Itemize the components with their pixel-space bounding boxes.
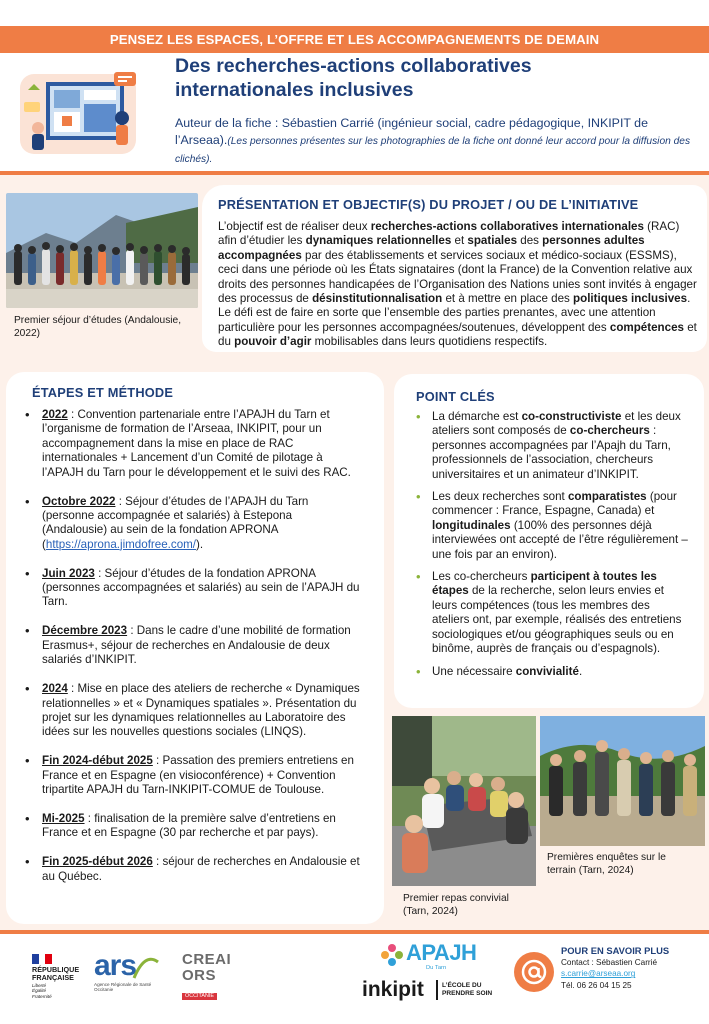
contact-phone: Tél. 06 26 04 15 25 <box>561 980 632 990</box>
contact-email-link[interactable]: s.carrie@arseaa.org <box>561 969 636 979</box>
ars-logo <box>94 950 166 994</box>
apajh-wordmark: APAJH <box>406 940 477 965</box>
marianne-flag-icon <box>32 954 52 964</box>
list-item: • Les deux recherches sont comparatistes (pour commencer : France, Espagne, Canada) et longitudinales (100% des personnes déjà interviewées ont accepté de l’être régulièrement – une fois par an environ). <box>414 490 690 562</box>
points-card <box>394 374 704 708</box>
presentation-card <box>202 185 707 352</box>
header-banner: PENSEZ LES ESPACES, L’OFFRE ET LES ACCOMPAGNEMENTS DE DEMAIN <box>0 26 709 53</box>
list-item: • Octobre 2022 : Séjour d’études de l’APAJH du Tarn (personne accompagnée et salariés) à Estepona (Andalousie) au sein de la fondation APRONA (https://aprona.jimdofree.com/). <box>16 495 360 553</box>
at-sign-icon <box>514 952 554 992</box>
list-item: • Fin 2025-début 2026 : séjour de recherches en Andalousie et au Québec. <box>16 855 360 884</box>
apajh-flower-icon <box>380 943 404 967</box>
list-item: • 2024 : Mise en place des ateliers de recherche « Dynamiques relationnelles » et « Dynamiques spatiales ». Présentation du projet sur les dynamiques relationnelles au Laboratoire des idées sur les nouvelles questions sociales (LINQS). <box>16 682 360 740</box>
occitanie-tag: OCCITANIE <box>182 993 217 1000</box>
inkipit-wordmark: inkipit <box>362 978 424 1001</box>
points-list <box>414 410 690 687</box>
list-item: • Décembre 2023 : Dans le cadre d’une mobilité de formation Erasmus+, séjour de recherches en Andalousie de deux salariés d’INKIPIT. <box>16 624 360 667</box>
list-item: • Juin 2023 : Séjour d’études de la fondation APRONA (personnes accompagnées et salariés) au sein de l’APAJH du Tarn. <box>16 567 360 610</box>
andalusia-group-photo <box>6 193 198 308</box>
list-item: • 2022 : Convention partenariale entre l’APAJH du Tarn et l’organisme de formation de l’Arseaa, INKIPIT, pour un accompagnement dans la mise en place de RAC internationales + Lancement d’un Comité de pilotage à l’APAJH du Tarn pour le développement et le suivi des RAC. <box>16 408 360 480</box>
field-survey-photo <box>540 716 705 846</box>
ecole-tagline: L’ÉCOLE DU PRENDRE SOIN <box>442 982 493 997</box>
presentation-text: L’objectif est de réaliser deux recherches-actions collaboratives internationales (RAC) afin d’étudier les dynamiques relationnelles et spatiales des personnes adultes accompagnées par des établissements et services sociaux et médico-sociaux (ESSMS), ceci dans une période où les États signataires (dont la France) de la Convention relative aux droits des personnes handicapées de l’Organisation des Nations unies sont invités à engager des processus de désinstitutionnalisation et à mettre en place des politiques inclusives. Le défi est de faire en sorte que l’ensemble des parties prenantes, avec une attention particulière pour les personnes accompagnées/soutenues, développent des compétences et du pouvoir d’agir mobilisables dans leurs quotidiens respectifs. <box>218 220 697 349</box>
title-line-2: internationales inclusives <box>175 79 414 101</box>
rf-motto: Liberté Égalité Fraternité <box>32 982 52 999</box>
rf-line-1: RÉPUBLIQUE <box>32 965 80 974</box>
creai-text: CREAI <box>182 951 232 968</box>
contact-email-icon <box>514 952 554 992</box>
presentation-heading: PRÉSENTATION ET OBJECTIF(S) DU PROJET / OU DE L’INITIATIVE <box>218 197 639 212</box>
author-text: Auteur de la fiche : Sébastien Carrié (ingénieur social, cadre pédagogique, INKIPIT de l’Arseaa). <box>175 116 648 147</box>
more-info-heading: POUR EN SAVOIR PLUS <box>561 945 670 956</box>
list-item: • La démarche est co-constructiviste et les deux ateliers sont composés de co-chercheurs : personnes accompagnées par l’Apajh du Tarn, professionnels de l’association, chercheurs universitaires et un animateur d’INKIPIT. <box>414 410 690 482</box>
contact-name: Contact : Sébastien Carrié <box>561 957 658 967</box>
photo-caption-terrain: Premières enquêtes sur le terrain (Tarn, 2024) <box>547 852 666 876</box>
footer-divider <box>0 930 709 934</box>
list-item: • Une nécessaire convivialité. <box>414 665 690 679</box>
list-item: • Fin 2024-début 2025 : Passation des premiers entretiens en France et en Espagne (en visioconférence) + Convention tripartite APAJH du Tarn-INKIPIT-COMUE de Toulouse. <box>16 754 360 797</box>
aprona-link[interactable]: https://aprona.jimdofree.com/ <box>45 537 197 551</box>
author-note: (Les personnes présentes sur les photographies de la fiche ont donné leur accord pour la diffusion des clichés). <box>175 136 691 165</box>
author-block <box>175 115 695 168</box>
page-title <box>175 54 695 102</box>
ars-wordmark: ars <box>94 949 137 982</box>
etapes-card <box>6 372 384 924</box>
republique-francaise-logo <box>32 954 92 999</box>
title-line-1: Des recherches-actions collaboratives <box>175 55 532 77</box>
points-heading: POINT CLÉS <box>416 389 495 404</box>
ars-subtitle: Agence Régionale de Santé Occitanie <box>94 982 152 993</box>
workspace-illustration <box>18 66 158 156</box>
list-item: • Mi-2025 : finalisation de la première salve d’entretiens en France et en Espagne (30 par recherche et par pays). <box>16 812 360 841</box>
creai-ors-logo <box>182 952 242 1002</box>
rf-line-2: FRANÇAISE <box>32 973 74 983</box>
apajh-subtitle: Du Tarn <box>426 965 447 971</box>
contact-block <box>561 945 706 991</box>
list-item: • Les co-chercheurs participent à toutes les étapes de la recherche, selon leurs envies et leurs compétences (tous les membres des ateliers ont, par exemple, réalisés des entretiens sociologiques et/ou géographiques seuls ou en binôme, auprès de français ou d’espagnols). <box>414 570 690 656</box>
inkipit-divider <box>436 980 438 1000</box>
photo-caption-meal: Premier repas convivial (Tarn, 2024) <box>403 893 509 917</box>
ars-swoosh-icon <box>130 952 160 982</box>
photo-caption-andalusia: Premier séjour d’études (Andalousie, 2022) <box>14 315 182 339</box>
etapes-heading: ÉTAPES ET MÉTHODE <box>32 385 174 400</box>
convivial-meal-photo <box>392 716 536 886</box>
etapes-list <box>16 408 360 899</box>
inkipit-logo <box>362 978 512 1004</box>
ors-text: ORS <box>182 967 217 984</box>
